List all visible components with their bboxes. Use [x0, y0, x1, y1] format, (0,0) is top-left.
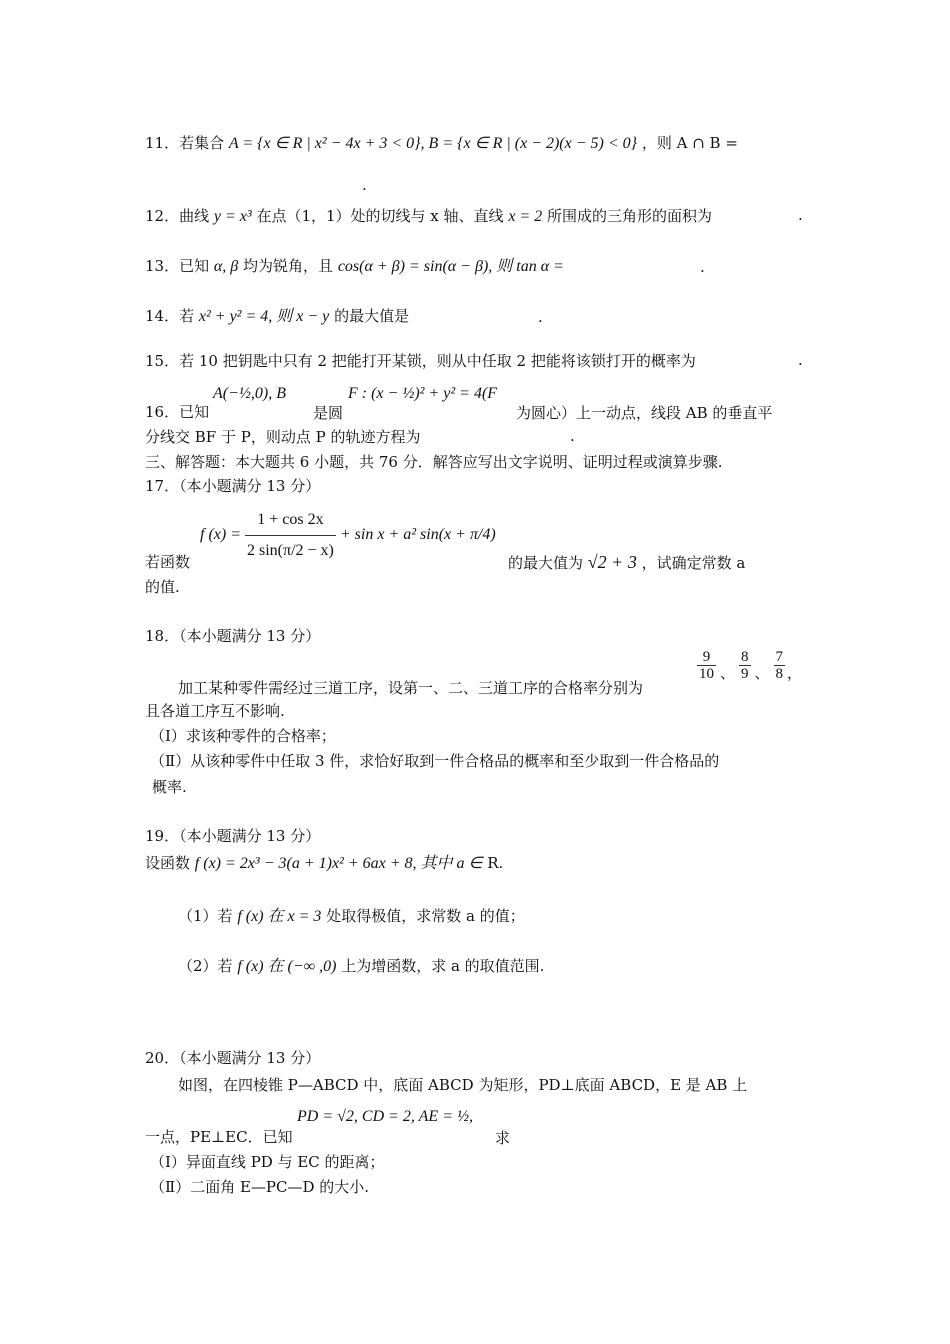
- q12-text-end: 所围成的三角形的面积为: [547, 207, 713, 225]
- q18-sep-1: 、: [720, 664, 736, 682]
- q17-heading: 17．（本小题满分 13 分）: [145, 477, 321, 495]
- q17-rest: + sin x + a² sin(x + π/4): [339, 526, 496, 543]
- q16-line2: 分线交 BF 于 P，则动点 P 的轨迹方程为: [145, 428, 421, 446]
- question-14: [145, 306, 409, 327]
- q20-part2: （Ⅱ）二面角 E—PC—D 的大小.: [150, 1178, 370, 1196]
- q19-text: 设函数: [145, 854, 191, 872]
- q20-formula: PD = √2, CD = 2, AE = ½,: [297, 1108, 473, 1125]
- q12-text: 在点（1，1）处的切线与 x 轴、直线: [256, 207, 504, 225]
- q19-heading: 19．（本小题满分 13 分）: [145, 827, 321, 845]
- q13-formula-eq: cos(α + β) = sin(α − β), 则 tan α =: [337, 258, 564, 275]
- q18-part1: （Ⅰ）求该种零件的合格率；: [150, 727, 336, 745]
- q12-label: 12．曲线: [145, 207, 210, 225]
- q15-answer-dot: .: [798, 351, 803, 369]
- q19-line: [145, 853, 503, 874]
- q19-part2-label: （2）若: [178, 957, 233, 975]
- q18-probabilities: [697, 648, 802, 683]
- q13-formula-angles: α, β: [213, 258, 239, 275]
- q14-text: 的最大值是: [334, 307, 410, 325]
- question-15: 15．若 10 把钥匙中只有 2 把能打开某锁，则从中任取 2 把能将该锁打开的概率为: [145, 352, 696, 370]
- q19-set-R: R.: [487, 854, 504, 872]
- q18-frac-2-den: 9: [741, 666, 749, 682]
- q14-answer-dot: .: [538, 308, 543, 326]
- q14-formula: x² + y² = 4, 则 x − y: [198, 308, 330, 325]
- q17-max-value: √2 + 3: [587, 552, 637, 572]
- q12-formula-line: x = 2: [508, 208, 543, 225]
- q18-text1: 加工某种零件需经过三道工序，设第一、二、三道工序的合格率分别为: [178, 679, 644, 697]
- q11-tail: ，则 A ∩ B =: [641, 134, 738, 152]
- q18-frac-2: [739, 649, 751, 682]
- q13-label: 13．已知: [145, 257, 210, 275]
- q12-formula-curve: y = x³: [213, 208, 252, 225]
- q14-label: 14．若: [145, 307, 195, 325]
- q12-answer-dot: .: [798, 206, 803, 224]
- question-12: [145, 206, 712, 227]
- q19-part2: [178, 953, 544, 976]
- q13-answer-dot: .: [700, 258, 705, 276]
- q16-answer-dot: .: [570, 427, 575, 445]
- q19-part1: [178, 903, 525, 926]
- q19-part1-text: 处取得极值，求常数 a 的值；: [326, 907, 525, 925]
- q18-sep-2: 、: [754, 664, 770, 682]
- q11-answer-dot: .: [362, 176, 367, 194]
- q16-formula-points: A(−½,0), B: [213, 385, 286, 402]
- q20-text3: 求: [495, 1129, 511, 1147]
- q11-label: 11．若集合: [145, 134, 225, 152]
- q17-line: [508, 552, 745, 573]
- q20-text2: 一点，PE⊥EC．已知: [145, 1128, 293, 1146]
- q17-fraction: [245, 505, 336, 566]
- q18-frac-2-num: 8: [741, 649, 749, 665]
- q17-fx: f (x) =: [200, 526, 241, 543]
- q16-label: 16．已知: [145, 403, 210, 421]
- q17-denominator: 2 sin(π/2 − x): [247, 541, 334, 559]
- q16-formula-circle: F : (x − ½)² + y² = 4(F: [348, 385, 498, 402]
- question-11: [145, 133, 738, 154]
- q17-function: [200, 500, 496, 570]
- q20-text1: 如图，在四棱锥 P—ABCD 中，底面 ABCD 为矩形，PD⊥底面 ABCD，E 是 AB 上: [178, 1076, 748, 1094]
- q18-frac-1: [697, 649, 716, 682]
- q11-formula: A = {x ∈ R | x² − 4x + 3 < 0}, B = {x ∈ R | (x − 2)(x − 5) < 0}: [228, 135, 638, 152]
- q18-frac-1-den: 10: [699, 666, 714, 682]
- q18-frac-3: [774, 649, 786, 682]
- section-three-heading: 三、解答题：本大题共 6 小题，共 76 分．解答应写出文字说明、证明过程或演算步骤.: [145, 453, 723, 471]
- q13-text: 均为锐角，且: [243, 257, 334, 275]
- q17-numerator: 1 + cos 2x: [245, 505, 336, 536]
- q19-part2-formula: f (x) 在 (−∞ ,0): [237, 958, 337, 975]
- q18-part2: （Ⅱ）从该种零件中任取 3 件，求恰好取到一件合格品的概率和至少取到一件合格品的: [150, 752, 720, 770]
- q16-text-center: 为圆心）上一动点，线段 AB 的垂直平: [516, 404, 773, 422]
- q17-text-value: 的值.: [145, 578, 180, 596]
- q17-text-if: 若函数: [145, 553, 191, 571]
- q18-end: ，: [787, 664, 803, 682]
- q18-frac-3-num: 7: [775, 649, 784, 665]
- q17-text-const: ，试确定常数 a: [641, 554, 746, 572]
- q18-frac-1-num: 9: [697, 649, 716, 666]
- q19-formula: f (x) = 2x³ − 3(a + 1)x² + 6ax + 8, 其中 a ∈: [194, 855, 483, 872]
- q18-text2: 且各道工序互不影响.: [145, 702, 285, 720]
- q18-part2-cont: 概率.: [152, 778, 187, 796]
- q17-text-max: 的最大值为: [508, 554, 584, 572]
- q19-part1-label: （1）若: [178, 907, 233, 925]
- q19-part2-text: 上为增函数，求 a 的取值范围.: [341, 957, 545, 975]
- q19-part1-formula: f (x) 在 x = 3: [237, 908, 322, 925]
- q16-text-circle: 是圆: [313, 404, 344, 422]
- q20-part1: （Ⅰ）异面直线 PD 与 EC 的距离；: [150, 1153, 385, 1171]
- q18-heading: 18．（本小题满分 13 分）: [145, 627, 321, 645]
- q20-heading: 20．（本小题满分 13 分）: [145, 1049, 321, 1067]
- q18-frac-3-den: 8: [775, 666, 784, 682]
- question-13: [145, 256, 564, 277]
